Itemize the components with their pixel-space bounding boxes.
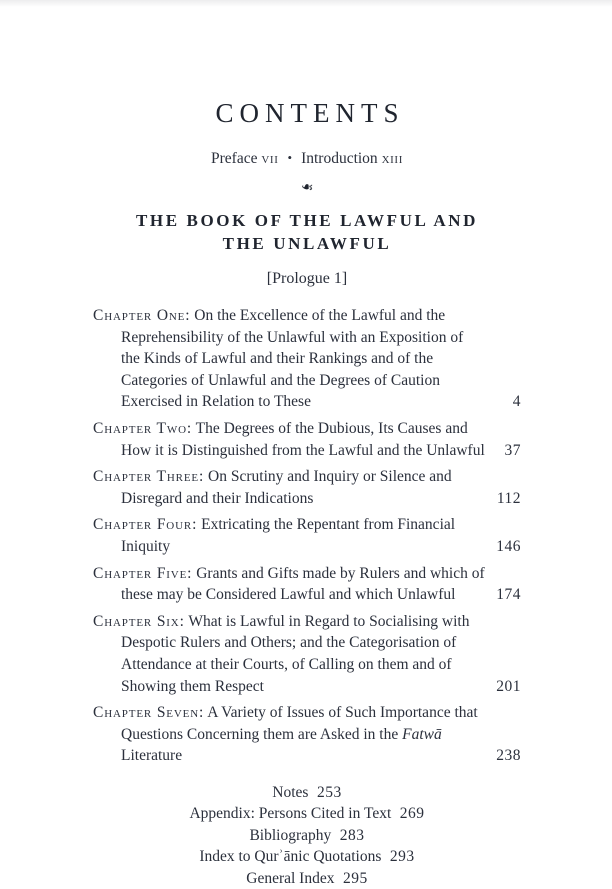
- page-number: 293: [389, 848, 415, 866]
- chapter-label: Chapter One:: [93, 307, 191, 324]
- toc-entry-chapter-four: [93, 514, 521, 557]
- page-number: 283: [339, 826, 365, 844]
- chapter-list: [93, 305, 521, 767]
- chapter-title-post: Literature: [121, 747, 183, 765]
- contents-page: [93, 0, 521, 889]
- bullet-separator: •: [287, 150, 293, 165]
- toc-entry-chapter-three: [93, 466, 521, 509]
- chapter-label: Chapter Six:: [93, 612, 185, 630]
- introduction-label: Introduction: [301, 150, 378, 167]
- prologue-entry: [Prologue 1]: [266, 270, 348, 287]
- chapter-label: Chapter Four:: [93, 516, 198, 534]
- toc-entry-chapter-five: [93, 563, 521, 606]
- backmatter-list: [93, 782, 521, 889]
- backmatter-entry-notes: [93, 782, 521, 804]
- introduction-page-number: xiii: [381, 150, 403, 167]
- book-title: [93, 209, 521, 255]
- page-number: 238: [496, 747, 521, 765]
- page-number: 201: [496, 677, 521, 695]
- page-number: 269: [399, 805, 425, 823]
- chapter-label: Chapter Three:: [93, 468, 205, 486]
- page-number: 253: [316, 783, 342, 801]
- chapter-title-pre: A Variety of Issues of Such Importance that Questions Concerning them are Asked in the: [121, 704, 478, 743]
- chapter-title: On Scrutiny and Inquiry or Silence and Disregard and their Indications: [121, 468, 452, 507]
- page-number: 146: [496, 537, 521, 555]
- chapter-title: What is Lawful in Regard to Socialising with Despotic Rulers and Others; and the Categorisation of Attendance at their Courts, of Calling on them and of Showing them Respect: [121, 612, 470, 695]
- preface-page-number: vii: [261, 150, 279, 167]
- chapter-title: Extricating the Repentant from Financial Iniquity: [121, 516, 456, 555]
- chapter-title: On the Excellence of the Lawful and the Reprehensibility of the Unlawful with an Exposition of the Kinds of Lawful and their Rankings and of the Categories of Unlawful and the Degrees of Caution Exercised in Relation to These: [121, 307, 464, 411]
- chapter-title: Grants and Gifts made by Rulers and which of these may be Considered Lawful and which Unlawful: [121, 564, 485, 604]
- chapter-title-italic-term: Fatwā: [402, 725, 442, 743]
- backmatter-label: General Index: [246, 869, 335, 887]
- page-number: 37: [504, 441, 521, 459]
- chapter-label: Chapter Five:: [93, 564, 193, 582]
- toc-entry-chapter-seven: [93, 702, 521, 767]
- backmatter-label: Notes: [272, 783, 309, 801]
- page-number: 4: [512, 393, 521, 411]
- toc-entry-chapter-one: [93, 305, 521, 413]
- backmatter-label: Index to Qurʾānic Quotations: [199, 848, 382, 866]
- chapter-label: Chapter Seven:: [93, 704, 205, 722]
- toc-entry-chapter-two: [93, 418, 521, 461]
- preface-label: Preface: [211, 150, 258, 167]
- book-title-line1: THE BOOK OF THE LAWFUL AND: [135, 211, 478, 230]
- backmatter-label: Bibliography: [249, 826, 332, 844]
- frontmatter-line: [93, 150, 521, 168]
- page-number: 112: [496, 489, 521, 507]
- fleuron-ornament-icon: ❧: [298, 176, 316, 198]
- chapter-title: The Degrees of the Dubious, Its Causes and How it is Distinguished from the Lawful and the Unlawful: [121, 419, 485, 459]
- backmatter-entry-general-index: [93, 868, 521, 889]
- backmatter-entry-bibliography: [93, 825, 521, 847]
- book-title-line2: THE UNLAWFUL: [222, 234, 392, 253]
- backmatter-entry-appendix: [93, 803, 521, 825]
- page-number: 174: [496, 586, 521, 604]
- backmatter-label: Appendix: Persons Cited in Text: [189, 805, 392, 823]
- toc-entry-chapter-six: [93, 611, 521, 697]
- chapter-label: Chapter Two:: [93, 419, 193, 437]
- page-number: 295: [342, 869, 368, 887]
- page-title: CONTENTS: [215, 98, 405, 128]
